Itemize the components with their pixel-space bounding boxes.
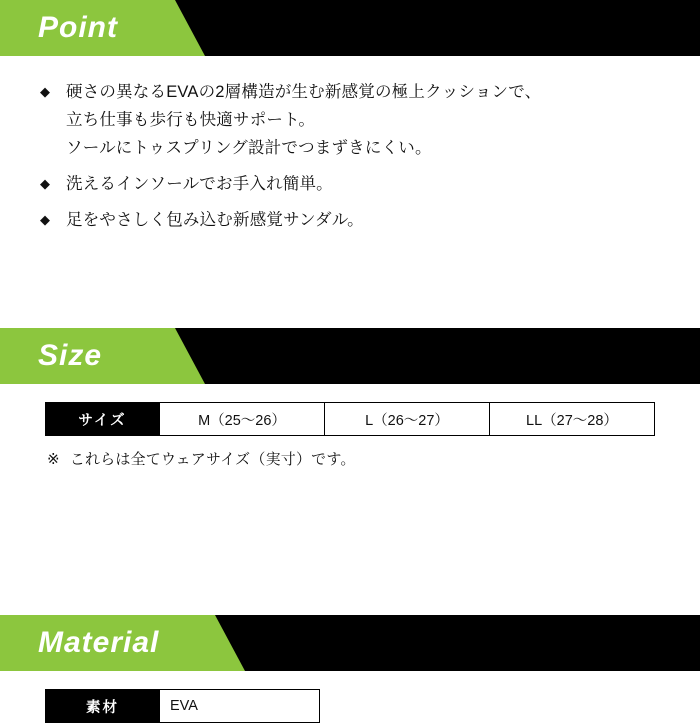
material-section-header (0, 615, 700, 671)
point-item-text (66, 206, 660, 234)
size-section-header (0, 328, 700, 384)
point-section-header (0, 0, 700, 56)
spacer (0, 469, 700, 555)
diamond-bullet-icon: ◆ (40, 84, 50, 99)
point-text-line: ソールにトゥスプリング設計でつまずきにくい。 (66, 139, 432, 157)
green-wedge-shape (0, 328, 700, 384)
size-table-cell: L（26〜27） (325, 403, 490, 436)
diamond-bullet-icon: ◆ (40, 176, 50, 191)
material-section-title: Material (38, 626, 160, 659)
note-mark-icon: ※ (47, 451, 60, 468)
list-item (40, 170, 660, 198)
size-table-wrapper (0, 384, 700, 469)
point-item-text (66, 78, 660, 162)
point-text-line: 足をやさしく包み込む新感覚サンダル。 (66, 211, 364, 229)
point-text-line: 立ち仕事も歩行も快適サポート。 (66, 111, 316, 129)
spacer (0, 242, 700, 328)
point-text-line: 洗えるインソールでお手入れ簡単。 (66, 175, 333, 193)
note-text: これらは全てウェアサイズ（実寸）です。 (69, 451, 356, 468)
size-table-cell: M（25〜26） (160, 403, 325, 436)
size-table (45, 402, 655, 436)
spacer (0, 555, 700, 615)
size-section-title: Size (38, 339, 103, 372)
list-item (40, 206, 660, 234)
point-text-line: 硬さの異なるEVAの2層構造が生む新感覚の極上クッションで、 (66, 83, 542, 101)
table-row (46, 690, 320, 723)
material-table-wrapper (0, 671, 700, 723)
point-item-text (66, 170, 660, 198)
point-section-title: Point (38, 11, 118, 44)
size-note (47, 448, 655, 469)
size-table-header-cell: サイズ (46, 403, 160, 436)
diamond-bullet-icon: ◆ (40, 212, 50, 227)
size-table-cell: LL（27〜28） (490, 403, 655, 436)
material-table-cell: EVA (160, 690, 320, 723)
list-item (40, 78, 660, 162)
material-table (45, 689, 320, 723)
point-list (0, 56, 700, 234)
material-table-header-cell: 素材 (46, 690, 160, 723)
table-row (46, 403, 655, 436)
